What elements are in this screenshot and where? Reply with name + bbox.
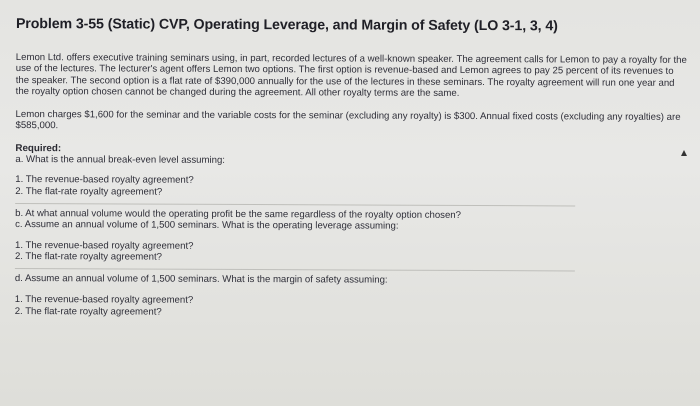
- divider: [15, 268, 575, 271]
- question-a-option-2: 2. The flat-rate royalty agreement?: [15, 185, 163, 198]
- question-c: c. Assume an annual volume of 1,500 seminars. What is the operating leverage assuming:: [15, 219, 399, 232]
- question-d-option-1: 1. The revenue-based royalty agreement?: [14, 294, 194, 307]
- intro-paragraph: Lemon Ltd. offers executive training seminars using, in part, recorded lectures of a well-known speaker. The agreement calls for Lemon to pay a royalty for the use of the lectures. The lecturer's agent offers Lemon two options. The first option is revenue-based and Lemon agrees to pay 25 percent of its revenues to the speaker. The second option is a flat rate of $390,000 annually for the use of the lectures in these seminars. The royalty agreement will run one year and the royalty option chosen cannot be changed during the agreement. All other royalty terms are the same.: [15, 51, 687, 99]
- divider: [15, 203, 575, 206]
- problem-content: [15, 16, 688, 320]
- question-d-option-2: 2. The flat-rate royalty agreement?: [14, 305, 162, 318]
- question-d: d. Assume an annual volume of 1,500 seminars. What is the margin of safety assuming:: [14, 273, 388, 286]
- mouse-cursor-icon: [681, 150, 687, 156]
- question-b: b. At what annual volume would the operating profit be the same regardless of the royalty option chosen?: [15, 207, 462, 221]
- question-a-option-1: 1. The revenue-based royalty agreement?: [15, 174, 194, 187]
- question-a: a. What is the annual break-even level assuming:: [15, 154, 225, 166]
- charges-paragraph: Lemon charges $1,600 for the seminar and the variable costs for the seminar (excluding any royalty) is $300. Annual fixed costs (excluding any royalties) are $585,000.: [15, 109, 681, 132]
- question-c-option-2: 2. The flat-rate royalty agreement?: [14, 250, 162, 263]
- required-label: Required:: [15, 142, 62, 154]
- question-c-option-1: 1. The revenue-based royalty agreement?: [14, 239, 194, 252]
- problem-title: Problem 3-55 (Static) CVP, Operating Leverage, and Margin of Safety (LO 3-1, 3, 4): [15, 16, 558, 35]
